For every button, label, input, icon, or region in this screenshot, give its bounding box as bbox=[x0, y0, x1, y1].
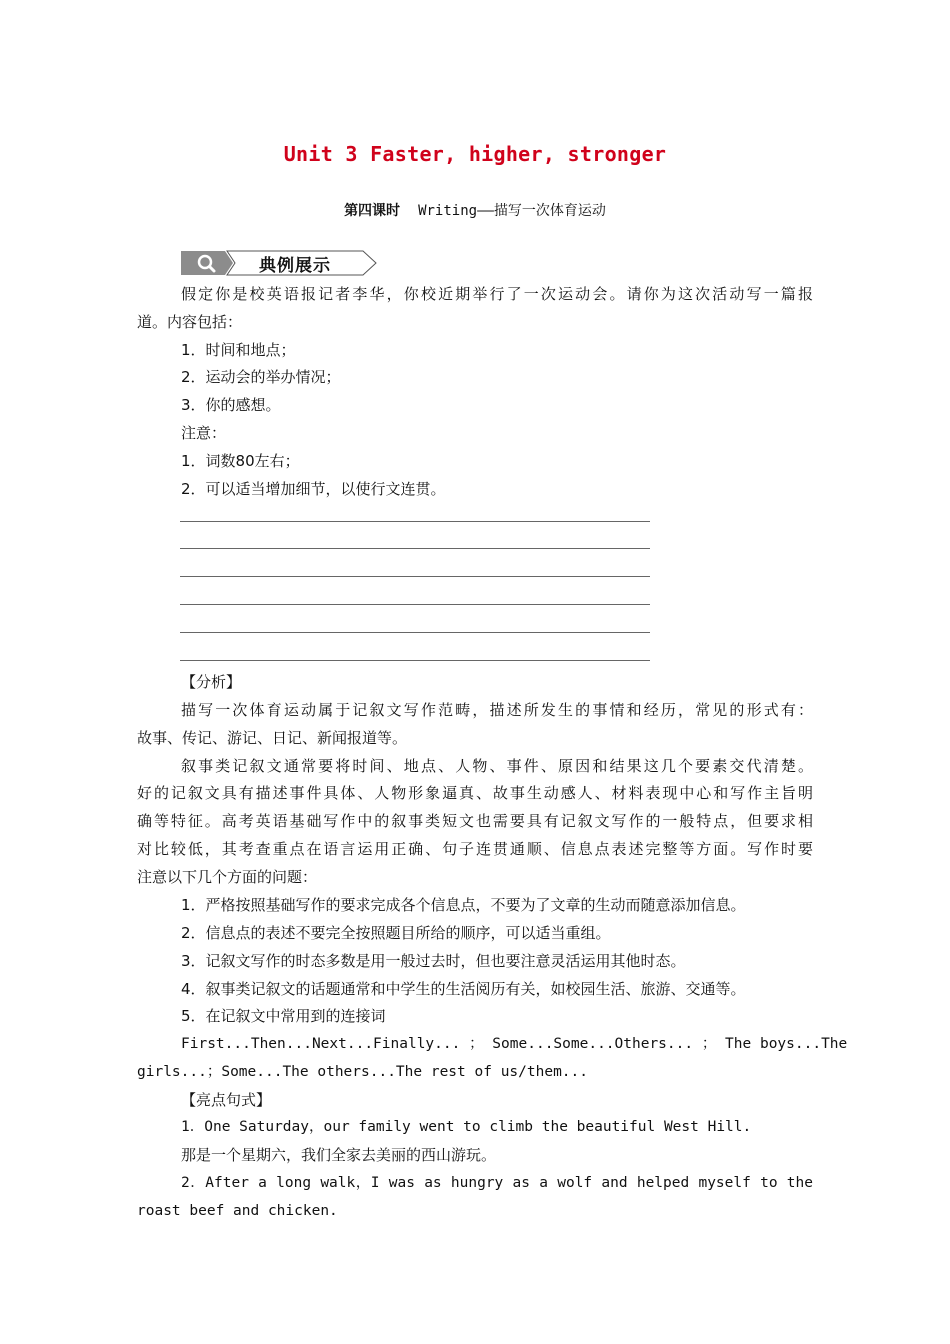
highlights-heading: 【亮点句式】 bbox=[181, 1091, 272, 1109]
analysis-point-5: 5．在记叙文中常用到的连接词 bbox=[181, 1007, 386, 1025]
page-title: Unit 3 Faster, higher, stronger bbox=[283, 142, 667, 166]
highlight-sentence-2-en-line-2: roast beef and chicken. bbox=[137, 1203, 338, 1219]
analysis-point-3: 3．记叙文写作的时态多数是用一般过去时，但也要注意灵活运用其他时态。 bbox=[181, 952, 686, 970]
analysis-p2-line-5: 注意以下几个方面的问题： bbox=[137, 868, 318, 886]
lesson-topic: Writing——描写一次体育运动 bbox=[418, 203, 606, 219]
banner-label: 典例展示 bbox=[259, 256, 331, 276]
highlight-sentence-2-en-line-1: 2．After a long walk，I was as hungry as a wolf and helped myself to the bbox=[181, 1175, 813, 1191]
note-item-2: 2．可以适当增加细节，以使行文连贯。 bbox=[181, 480, 446, 498]
analysis-p2-line-3: 确等特征。高考英语基础写作中的叙事类短文也需要具有记叙文写作的一般特点，但要求相 bbox=[137, 812, 813, 830]
analysis-p2-line-1: 叙事类记叙文通常要将时间、地点、人物、事件、原因和结果这几个要素交代清楚。 bbox=[181, 757, 813, 775]
answer-line bbox=[180, 548, 650, 549]
prompt-line-1: 假定你是校英语报记者李华，你校近期举行了一次运动会。请你为这次活动写一篇报 bbox=[181, 285, 813, 303]
answer-line bbox=[180, 521, 650, 522]
analysis-p2-line-2: 好的记叙文具有描述事件具体、人物形象逼真、故事生动感人、材料表现中心和写作主旨明 bbox=[137, 784, 813, 802]
prompt-line-2: 道。内容包括： bbox=[137, 313, 243, 331]
highlight-sentence-1-cn: 那是一个星期六，我们全家去美丽的西山游玩。 bbox=[181, 1146, 497, 1164]
note-item-1: 1．词数80左右； bbox=[181, 452, 300, 470]
connectors-line-2: girls...；Some...The others...The rest of us/them... bbox=[137, 1064, 588, 1080]
section-banner bbox=[181, 250, 377, 276]
prompt-item-2: 2．运动会的举办情况； bbox=[181, 368, 341, 386]
analysis-p2-line-4: 对比较低，其考查重点在语言运用正确、句子连贯通顺、信息点表述完整等方面。写作时要 bbox=[137, 840, 813, 858]
prompt-item-1: 1．时间和地点； bbox=[181, 341, 296, 359]
analysis-heading: 【分析】 bbox=[181, 673, 242, 691]
analysis-point-4: 4．叙事类记叙文的话题通常和中学生的生活阅历有关，如校园生活、旅游、交通等。 bbox=[181, 980, 746, 998]
answer-line bbox=[180, 660, 650, 661]
answer-line bbox=[180, 576, 650, 577]
lesson-subtitle bbox=[0, 200, 950, 220]
answer-line bbox=[180, 604, 650, 605]
connectors-line-1: First...Then...Next...Finally... ； Some...Some...Others... ； The boys...The bbox=[181, 1036, 848, 1052]
analysis-point-2: 2．信息点的表述不要完全按照题目所给的顺序，可以适当重组。 bbox=[181, 924, 611, 942]
analysis-p1-line-1: 描写一次体育运动属于记叙文写作范畴，描述所发生的事情和经历，常见的形式有： bbox=[181, 701, 813, 719]
prompt-item-3: 3．你的感想。 bbox=[181, 396, 281, 414]
highlight-sentence-1-en: 1．One Saturday，our family went to climb the beautiful West Hill. bbox=[181, 1119, 752, 1135]
note-label: 注意： bbox=[181, 424, 227, 442]
analysis-p1-line-2: 故事、传记、游记、日记、新闻报道等。 bbox=[137, 729, 408, 747]
lesson-number: 第四课时 bbox=[344, 203, 401, 219]
answer-line bbox=[180, 632, 650, 633]
analysis-point-1: 1．严格按照基础写作的要求完成各个信息点，不要为了文章的生动而随意添加信息。 bbox=[181, 896, 746, 914]
